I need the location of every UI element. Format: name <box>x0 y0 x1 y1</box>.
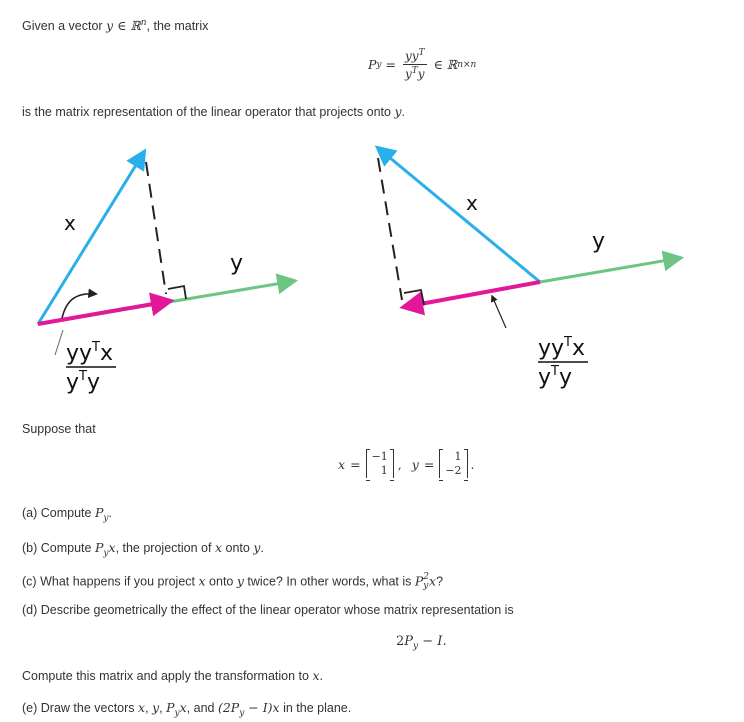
diagram2-fraction <box>538 335 588 390</box>
diagram1-frac-den-b: y <box>86 370 101 395</box>
svg-text:yTy <box>538 364 572 390</box>
part-c-sup: 2 <box>423 572 430 582</box>
part-c-math: P <box>414 573 424 589</box>
formula-member: ∈ ℝ <box>433 57 458 72</box>
part-d-label: (d) <box>22 603 38 617</box>
part-e-m4b: − I)x <box>244 700 280 715</box>
part-c-v1: x <box>198 573 206 589</box>
diagram1-perpendicular <box>146 162 166 294</box>
svg-text:yyTx <box>66 340 113 366</box>
diagram1-frac-den-sup: T <box>79 369 87 384</box>
part-e-m4: (2P <box>217 700 240 715</box>
part-e-v1: x <box>138 700 146 715</box>
part-d-formula-end: . <box>442 634 447 649</box>
formula-num: yy <box>405 49 419 63</box>
part-a-end: . <box>108 506 112 520</box>
diagram2-label-x: x <box>466 191 478 215</box>
part-c-rest: twice? In other words, what is <box>247 574 412 589</box>
svg-text:yyTx <box>538 335 585 361</box>
vector-y-eq: = <box>423 456 435 472</box>
vector-x-bottom: 1 <box>380 464 388 477</box>
formula-den-a: y <box>405 67 412 81</box>
part-d2 <box>22 668 323 683</box>
diagram1-x-vector <box>38 152 144 324</box>
part-e-v2: y <box>152 700 160 715</box>
vector-x-eq: = <box>350 456 361 472</box>
vector-x-values <box>366 450 394 478</box>
part-b-onto: onto <box>225 541 250 555</box>
diagram2-frac-den-sup: T <box>551 364 559 379</box>
diagram2-frac-num-sup: T <box>564 335 572 350</box>
vector-y-top: 1 <box>454 450 462 463</box>
part-a-math: P <box>94 505 104 520</box>
diagram1-frac-den: y <box>66 370 80 395</box>
vector-x-top: −1 <box>371 450 388 463</box>
part-b-math: P <box>94 540 104 555</box>
part-e-c1: , <box>145 701 149 715</box>
part-c-v2: y <box>236 573 244 589</box>
vector-separator: , <box>397 456 402 472</box>
diagram2-y-vector <box>540 258 680 282</box>
part-a <box>22 505 112 524</box>
description-text: is the matrix representation of the linear operator that projects onto <box>22 105 391 119</box>
diagram2-frac-den: y <box>538 365 552 390</box>
part-e <box>22 700 351 719</box>
part-d-formula-pre: 2 <box>396 634 405 649</box>
vector-y-values <box>439 450 467 478</box>
diagram1-fraction <box>66 340 116 395</box>
vector-x-name: x <box>338 456 346 472</box>
diagram2-frac-num-b: x <box>572 336 586 361</box>
part-b-text: Compute <box>40 541 92 555</box>
part-c-text: What happens if you project <box>40 574 196 589</box>
vector-y-bottom: −2 <box>445 464 462 477</box>
formula-lhs-sub: y <box>376 59 382 70</box>
part-e-m4sub: y <box>239 708 245 719</box>
part-c <box>22 573 443 591</box>
part-b-v2: y <box>253 540 261 555</box>
part-a-sub: y <box>103 513 109 524</box>
formula-lhs: P <box>368 57 377 72</box>
part-d2-v: x <box>312 668 320 683</box>
part-c-onto: onto <box>209 574 234 589</box>
diagram1-right-angle <box>168 286 186 299</box>
part-b-sub: y <box>103 548 109 559</box>
description-end: . <box>401 105 405 119</box>
intro-suffix: , the matrix <box>146 19 209 34</box>
diagram-1 <box>38 152 294 395</box>
vector-y-name: y <box>411 456 419 472</box>
intro-condition-exp: n <box>140 18 147 28</box>
diagram1-pointer-line <box>55 330 63 355</box>
part-d-formula-I: I <box>437 634 443 649</box>
part-a-label: (a) <box>22 506 38 520</box>
part-d-formula-math: P <box>404 634 414 649</box>
part-b-math2: x <box>108 540 116 555</box>
part-a-text: Compute <box>40 506 92 520</box>
intro-prefix: Given a vector <box>22 19 103 34</box>
vector-end: . <box>470 456 475 472</box>
part-d2-end: . <box>319 669 323 683</box>
part-d-text: Describe geometrically the effect of the linear operator whose matrix representation is <box>40 603 514 617</box>
part-c-sub: y <box>423 581 429 591</box>
part-c-math2: x <box>429 573 437 589</box>
part-b-end: . <box>260 541 264 555</box>
diagram2-label-y: y <box>592 229 606 254</box>
part-d2-text: Compute this matrix and apply the transformation to <box>22 669 309 683</box>
diagram2-x-vector <box>378 148 540 282</box>
diagram2-pointer-arrow <box>492 296 506 328</box>
formula-eq: = <box>385 57 396 72</box>
part-b-v1: x <box>214 540 223 555</box>
diagram1-frac-num-sup: T <box>92 340 100 355</box>
diagram1-projection-vector <box>38 301 170 324</box>
part-c-label: (c) <box>22 574 37 589</box>
diagram-2 <box>378 148 680 390</box>
diagram2-frac-num: yy <box>538 336 565 361</box>
formula-num-sup: T <box>418 48 425 58</box>
diagram1-frac-num-b: x <box>100 341 114 366</box>
part-c-end: ? <box>436 574 444 589</box>
part-b-rest: , the projection of <box>115 541 212 555</box>
part-e-m3b: x <box>179 700 187 715</box>
part-e-text: Draw the vectors <box>40 701 135 715</box>
part-d <box>22 603 514 617</box>
diagram1-frac-num: yy <box>66 341 93 366</box>
formula-den-sup: T <box>411 66 418 76</box>
intro-condition: y ∈ ℝ <box>106 18 141 34</box>
part-e-c2: , <box>159 701 163 715</box>
suppose-line: Suppose that <box>22 422 96 436</box>
formula-member-exp: n×n <box>457 59 477 70</box>
part-e-m3: P <box>166 700 175 715</box>
description-var: y <box>394 104 402 119</box>
diagram2-frac-den-b: y <box>558 365 573 390</box>
diagram1-label-y: y <box>230 251 244 276</box>
part-b <box>22 540 264 559</box>
given-vectors <box>338 450 475 478</box>
part-d-formula-rest: − <box>418 634 438 649</box>
part-e-label: (e) <box>22 701 38 715</box>
diagram2-perpendicular <box>378 158 402 300</box>
part-e-rest: in the plane. <box>283 701 352 715</box>
diagram1-label-x: x <box>64 211 76 235</box>
part-d-formula-sub: y <box>413 641 419 652</box>
svg-text:yTy <box>66 369 100 395</box>
part-e-m3sub: y <box>174 708 180 719</box>
part-e-c3: , and <box>186 701 215 715</box>
formula-den-b: y <box>417 67 425 81</box>
part-b-label: (b) <box>22 541 38 555</box>
part-d-formula <box>396 633 447 652</box>
